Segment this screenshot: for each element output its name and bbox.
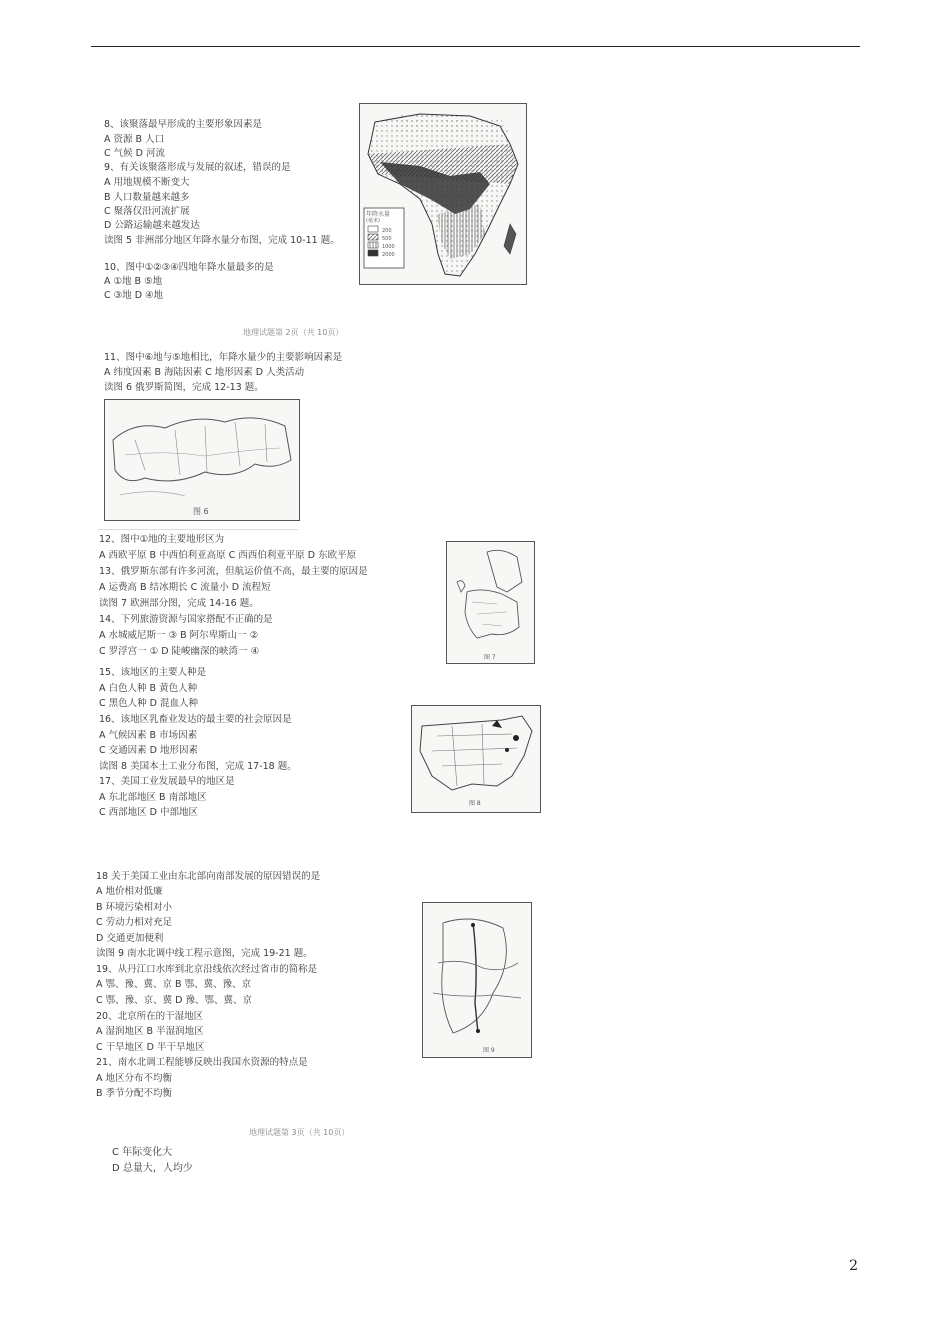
water-diversion-drawing	[423, 903, 531, 1057]
q18-option-d: D 交通更加便利	[96, 933, 164, 944]
q20-options-ab: A 湿润地区 B 半湿润地区	[96, 1026, 204, 1037]
q18-stem: 18 关于美国工业由东北部向南部发展的原因错误的是	[96, 871, 321, 882]
q13-options: A 运费高 B 结冰期长 C 流量小 D 流程短	[99, 582, 271, 593]
q21-option-a: A 地区分布不均衡	[96, 1073, 173, 1084]
europe-map	[446, 541, 535, 664]
q11-stem: 11、图中⑥地与⑤地相比，年降水量少的主要影响因素是	[104, 352, 343, 363]
q14-options-cd: C 罗浮宫一 ① D 陡峻幽深的峡湾一 ④	[99, 646, 260, 657]
q16-stem: 16、该地区乳畜业发达的最主要的社会原因是	[99, 714, 292, 725]
fig5-legend-value: 1000	[382, 244, 395, 250]
q19-options-cd: C 鄂、豫、京、冀 D 豫、鄂、冀、京	[96, 995, 253, 1006]
q19-options-ab: A 鄂、豫、冀、京 B 鄂、冀、豫、京	[96, 979, 252, 990]
q20-stem: 20、北京所在的干湿地区	[96, 1011, 204, 1022]
q14-options-ab: A 水城威尼斯一 ③ B 阿尔卑斯山一 ②	[99, 630, 259, 641]
q12-stem: 12、图中①地的主要地形区为	[99, 534, 225, 545]
fig5-legend-value: 200	[382, 228, 392, 234]
q9-option-b: B 人口数量越来越多	[104, 192, 190, 203]
fig5-instruction: 读图 5 非洲部分地区年降水量分布图，完成 10-11 题。	[104, 235, 340, 246]
fig6-caption: 图 6	[193, 507, 209, 516]
fig9-caption: 图 9	[483, 1047, 495, 1054]
europe-map-drawing	[447, 542, 534, 663]
us-map-drawing	[412, 706, 540, 812]
russia-map-drawing	[105, 400, 299, 520]
q13-stem: 13、俄罗斯东部有许多河流，但航运价值不高，最主要的原因是	[99, 566, 368, 577]
page-footer-3: 地理试题第 3页（共 10页）	[249, 1128, 350, 1137]
q21-option-b: B 季节分配不均衡	[96, 1088, 173, 1099]
fig7-instruction: 读图 7 欧洲部分图，完成 14-16 题。	[99, 598, 259, 609]
q10-options-cd: C ③地 D ④地	[104, 290, 164, 301]
q17-options-ab: A 东北部地区 B 南部地区	[99, 792, 207, 803]
q8-options-cd: C 气候 D 河流	[104, 148, 166, 159]
fig8-caption: 图 8	[469, 800, 481, 807]
q8-options-ab: A 资源 B 人口	[104, 134, 165, 145]
q20-options-cd: C 干旱地区 D 半干旱地区	[96, 1042, 205, 1053]
q9-option-a: A 用地规模不断变大	[104, 177, 190, 188]
russia-map	[104, 399, 300, 521]
fig9-instruction: 读图 9 南水北调中线工程示意图，完成 19-21 题。	[96, 948, 313, 959]
fig5-legend-title: 年降水量	[366, 211, 391, 218]
q9-option-d: D 公路运输越来越发达	[104, 220, 200, 231]
page-number: 2	[849, 1258, 858, 1274]
africa-rainfall-map	[359, 103, 527, 285]
q15-options-cd: C 黑色人种 D 混血人种	[99, 698, 199, 709]
q21-stem: 21、南水北调工程能够反映出我国水资源的特点是	[96, 1057, 308, 1068]
q14-stem: 14、下列旅游资源与国家搭配不正确的是	[99, 614, 273, 625]
q16-options-cd: C 交通因素 D 地形因素	[99, 745, 199, 756]
fig7-caption: 图 7	[484, 654, 496, 661]
fig5-legend-value: 500	[382, 236, 392, 242]
q15-options-ab: A 白色人种 B 黄色人种	[99, 683, 198, 694]
q21-option-d: D 总量大，人均少	[112, 1163, 193, 1174]
q18-option-c: C 劳动力相对充足	[96, 917, 173, 928]
q12-options: A 西欧平原 B 中西伯利亚高原 C 西西伯利亚平原 D 东欧平原	[99, 550, 357, 561]
q9-stem: 9、有关该聚落形成与发展的叙述，错误的是	[104, 162, 291, 173]
header-rule	[91, 46, 860, 47]
q11-options: A 纬度因素 B 海陆因素 C 地形因素 D 人类活动	[104, 367, 305, 378]
q10-options-ab: A ①地 B ⑤地	[104, 276, 163, 287]
q9-option-c: C 聚落仅沿河流扩展	[104, 206, 190, 217]
water-diversion-map	[422, 902, 532, 1058]
q16-options-ab: A 气候因素 B 市场因素	[99, 730, 198, 741]
q19-stem: 19、从丹江口水库到北京沿线依次经过省市的简称是	[96, 964, 318, 975]
fig6-instruction: 读图 6 俄罗斯简图，完成 12-13 题。	[104, 382, 264, 393]
q17-stem: 17、美国工业发展最早的地区是	[99, 776, 235, 787]
us-industry-map	[411, 705, 541, 813]
q17-options-cd: C 西部地区 D 中部地区	[99, 807, 199, 818]
fig5-legend-value: 2000	[382, 252, 395, 258]
q18-option-a: A 地价相对低廉	[96, 886, 163, 897]
fig5-legend-unit: (毫米)	[366, 218, 380, 224]
fig8-instruction: 读图 8 美国本土工业分布图，完成 17-18 题。	[99, 761, 297, 772]
page-footer-2: 地理试题第 2页（共 10页）	[243, 328, 344, 337]
q8-stem: 8、该聚落最早形成的主要形象因素是	[104, 119, 263, 130]
q10-stem: 10、图中①②③④四地年降水量最多的是	[104, 262, 274, 273]
q15-stem: 15、该地区的主要人种是	[99, 667, 207, 678]
q18-option-b: B 环境污染相对小	[96, 902, 173, 913]
figure-divider	[98, 529, 298, 530]
q21-option-c: C 年际变化大	[112, 1147, 173, 1158]
